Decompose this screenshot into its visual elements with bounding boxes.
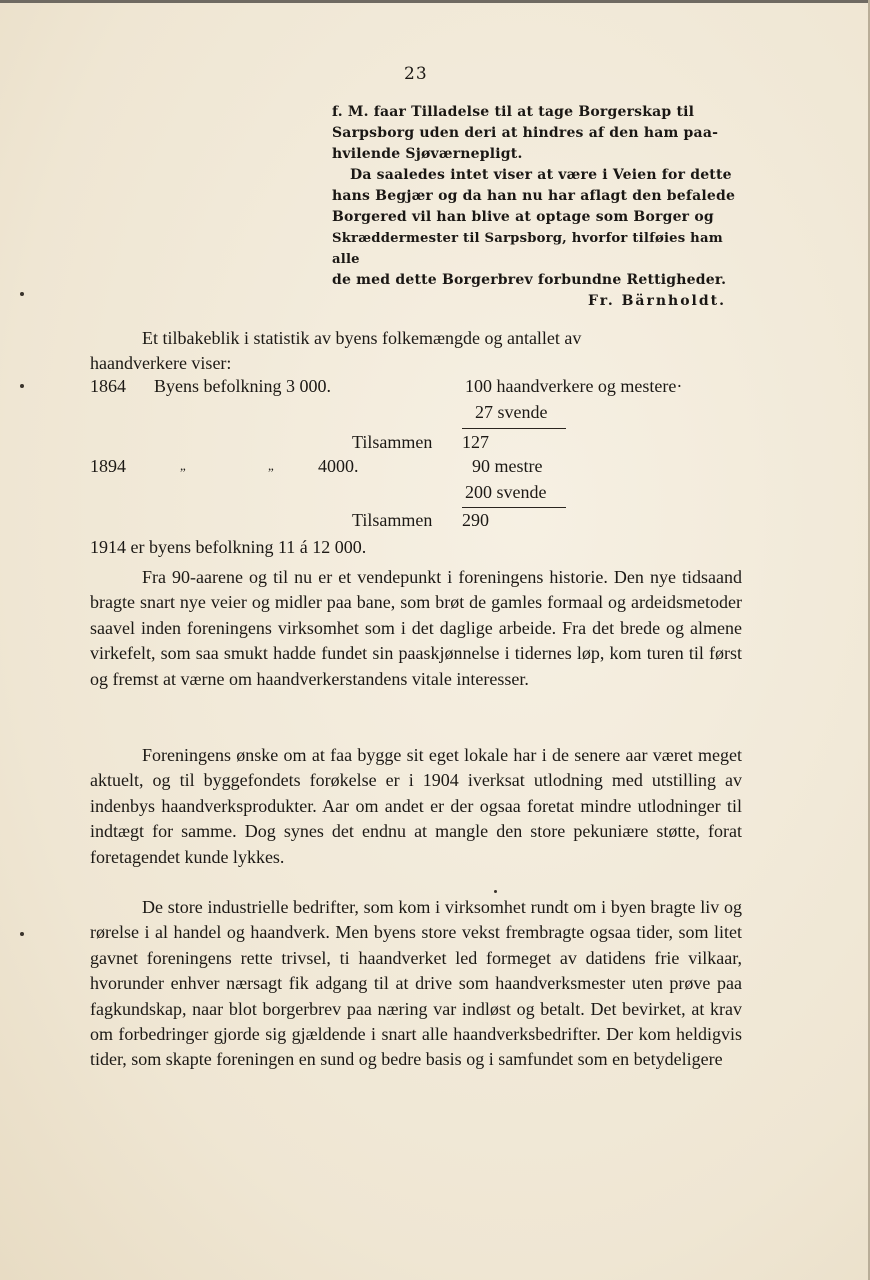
stat-total: 290 [462, 510, 489, 530]
stat-total-label: Tilsammen [352, 510, 433, 530]
stat-total-label: Tilsammen [352, 432, 433, 452]
quote-signature: Fr. Bärnholdt. [588, 293, 726, 309]
paper-speck [20, 292, 24, 296]
paper-speck [20, 932, 24, 936]
stat-year: 1894 [90, 456, 126, 476]
paragraph-text: Fra 90-aarene og til nu er et vendepunkt i foreningens historie. Den nye tidsaand bragte snart nye veier og midler paa bane, som brøt de gamles formaal og ardeidsmetoder saavel inden foreningens virksomhet som i det daglige arbeide. Fra det brede og almene virkefelt, som saa smukt hadde fundet sin paaskjønnelse i tidernes løp, kom turen til først og fremst at værne om haandverkerstandens vitale interesser. [90, 567, 742, 689]
paper-speck [494, 890, 497, 893]
quote-line: hvilende Sjøværnepligt. [332, 146, 523, 162]
ditto-mark: „ [268, 458, 274, 473]
stat-craftsmen: 100 haandverkere og mestere· [465, 376, 683, 396]
quote-line: Sarpsborg uden deri at hindres af den ham paa- [332, 125, 719, 141]
stat-total: 127 [462, 432, 489, 452]
paragraph-text: Foreningens ønske om at faa bygge sit eget lokale har i de senere aar været meget aktuelt, og til byggefondets forøkelse er i 1904 iverksat utlodning med utstilling av indenbys haandverksprodukter. Aar om andet er der ogsaa foretat mindre utlodninger til indtægt for samme. Dog synes det endnu at mangle den store pekuniære støtte, forat foretagendet kunde lykkes. [90, 745, 742, 867]
quote-line: de med dette Borgerbrev forbundne Rettigheder. [332, 272, 727, 288]
intro-paragraph [90, 326, 742, 377]
quote-line: hans Begjær og da han nu har aflagt den befalede [332, 188, 736, 204]
sum-rule [462, 428, 566, 429]
stat-masters: 90 mestre [472, 456, 543, 476]
page-top-edge [0, 0, 870, 3]
stat-1914: 1914 er byens befolkning 11 á 12 000. [90, 537, 367, 557]
body-paragraph [90, 743, 742, 870]
quote-line: Da saaledes intet viser at være i Veien for dette [350, 167, 732, 183]
stat-journeymen: 200 svende [465, 482, 547, 502]
paper-speck [20, 384, 24, 388]
sum-rule [462, 507, 566, 508]
quoted-document [332, 102, 754, 312]
ditto-mark: „ [180, 458, 186, 473]
quote-line: Skræddermester til Sarpsborg, hvorfor tilføies ham alle [332, 231, 723, 267]
page-number: 23 [404, 64, 428, 84]
paragraph-text: De store industrielle bedrifter, som kom i virksomhet rundt om i byen bragte liv og rørelse i al handel og haandverk. Men byens store vekst frembragte ogsaa tider, som litet gavnet foreningens rette trivsel, ti haandverket led formeget av datidens frie vilkaar, hvorunder enhver nærsagt fik adgang til at drive som haandverksmester uten prøve paa fagkundskap, naar blot borgerbrev paa næring var indløst og betalt. Det bevirket, at krav om forbedringer gjorde sig gjældende i snart alle haandverksbedrifter. Der kom heldigvis tider, som skapte foreningen en sund og bedre basis og i samfundet som en betydeligere [90, 897, 742, 1070]
quote-line: Borgered vil han blive at optage som Borger og [332, 209, 714, 225]
stat-year: 1864 [90, 376, 126, 396]
body-paragraph [90, 565, 742, 692]
body-paragraph [90, 895, 742, 1073]
stat-population: 4000. [318, 456, 359, 476]
stat-population: Byens befolkning 3 000. [154, 376, 331, 396]
intro-line: Et tilbakeblik i statistik av byens folkemængde og antallet av [142, 328, 582, 348]
quote-line: f. M. faar Tilladelse til at tage Borgerskap til [332, 104, 695, 120]
stat-journeymen: 27 svende [475, 402, 548, 422]
intro-line: haandverkere viser: [90, 353, 232, 374]
